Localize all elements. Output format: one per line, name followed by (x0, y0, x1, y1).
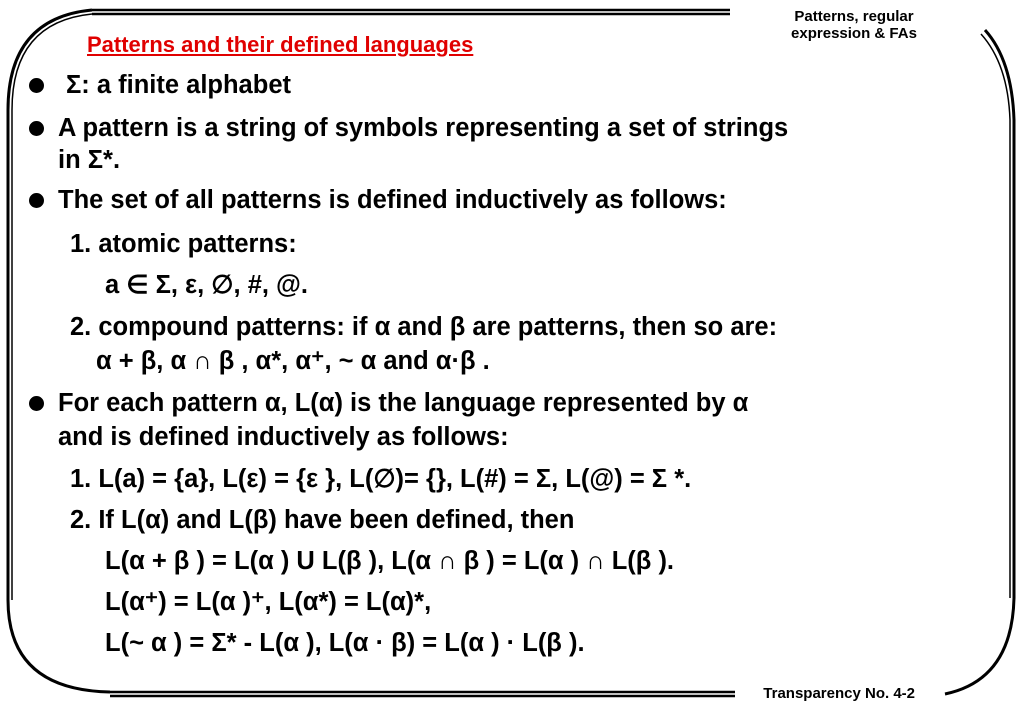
bullet-pattern-def-2: in Σ*. (58, 146, 121, 174)
atomic-items: a ∈ Σ, ε, ∅, #, @. (105, 271, 308, 299)
compound-items: α + β, α ∩ β , α*, α⁺, ~ α and α·β . (96, 347, 490, 375)
definition-1: 1. L(a) = {a}, L(ε) = {ε }, L(∅)= {}, L(#) = Σ, L(@) = Σ *. (70, 465, 692, 493)
bullet-pattern-def-1: A pattern is a string of symbols representing a set of strings (58, 114, 789, 142)
rule-union-intersection: L(α + β ) = L(α ) U L(β ), L(α ∩ β ) = L(α ) ∩ L(β ). (105, 547, 675, 575)
definition-2: 2. If L(α) and L(β) have been defined, then (70, 506, 575, 534)
bullet-language-2: and is defined inductively as follows: (58, 423, 509, 451)
bullet-icon (29, 193, 44, 208)
bullet-icon (29, 78, 44, 93)
bullet-inductive: The set of all patterns is defined inductively as follows: (58, 186, 727, 214)
atomic-label: 1. atomic patterns: (70, 230, 297, 258)
header-line-1: Patterns, regular (794, 8, 914, 25)
slide-title: Patterns and their defined languages (87, 32, 474, 57)
bullet-icon (29, 121, 44, 136)
header-line-2: expression & FAs (791, 25, 917, 42)
rule-complement-concat: L(~ α ) = Σ* - L(α ), L(α · β) = L(α ) · L(β ). (105, 629, 585, 657)
bullet-language-1: For each pattern α, L(α) is the language represented by α (58, 389, 749, 417)
rule-plus-star: L(α⁺) = L(α )⁺, L(α*) = L(α)*, (105, 588, 432, 616)
bullet-icon (29, 396, 44, 411)
header-label (759, 8, 949, 42)
bullet-alphabet: Σ: a finite alphabet (66, 71, 291, 99)
compound-label: 2. compound patterns: if α and β are patterns, then so are: (70, 313, 778, 341)
transparency-number: Transparency No. 4-2 (763, 685, 915, 702)
